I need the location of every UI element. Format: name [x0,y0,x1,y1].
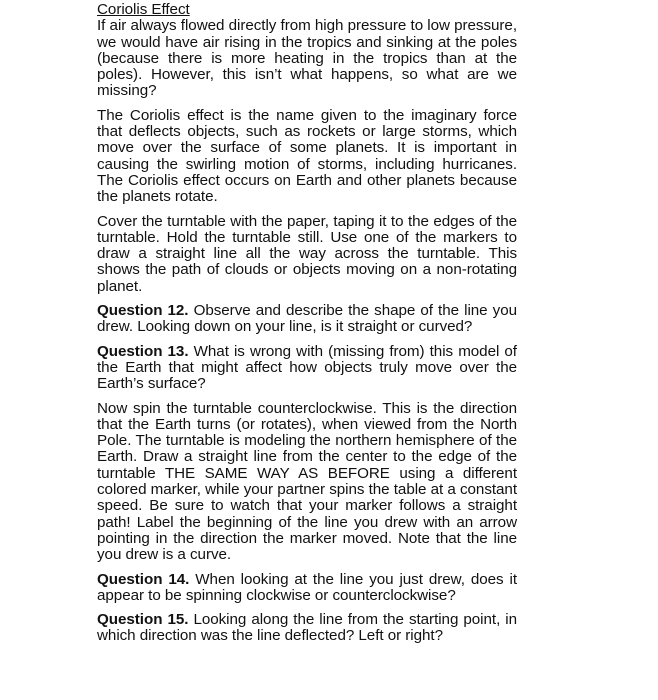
document-page [97,2,517,653]
question-13-label: Question 13. [97,342,189,360]
question-15-text: Looking along the line from the starting point, in which direction was the line deflected? Left or right? [97,611,517,645]
coriolis-definition-paragraph: The Coriolis effect is the name given to the imaginary force that deflects objects, such as rockets or large storms, which move over the surface of some planets. It is important in causing the swirling motion of storms, including hurricanes. The Coriolis effect occurs on Earth and other planets because the planets rotate. [97,106,517,206]
question-12 [97,303,517,336]
page-title: Coriolis Effect [97,1,190,18]
question-14-label: Question 14. [97,570,190,588]
question-13-text: What is wrong with (missing from) this model of the Earth that might affect how objects truly move over the Earth’s surface? [97,342,517,393]
intro-paragraph: If air always flowed directly from high pressure to low pressure, we would have air rising in the tropics and sinking at the poles (because there is more heating in the tropics than at the poles). However, this isn’t what happens, so what are we missing? [97,17,517,100]
question-14-text: When looking at the line you just drew, does it appear to be spinning clockwise or counterclockwise? [97,570,517,604]
question-15-label: Question 15. [97,611,189,629]
question-12-text: Observe and describe the shape of the line you drew. Looking down on your line, is it straight or curved? [97,302,517,336]
question-14 [97,572,517,605]
question-13 [97,344,517,393]
question-12-label: Question 12. [97,302,189,320]
question-15 [97,612,517,645]
spin-instructions-paragraph: Now spin the turntable counterclockwise. This is the direction that the Earth turns (or rotates), when viewed from the North Pole. The turntable is modeling the northern hemisphere of the Earth. Draw a straight line from the center to the edge of the turntable THE SAME WAY AS BEFORE using a different colored marker, while your partner spins the table at a constant speed. Be sure to watch that your marker follows a straight path! Label the beginning of the line you drew with an arrow pointing in the direction the marker moved. Note that the line you drew is a curve. [97,399,517,564]
turntable-instructions-paragraph: Cover the turntable with the paper, taping it to the edges of the turntable. Hold the turntable still. Use one of the markers to draw a straight line all the way across the turntable. This shows the path of clouds or objects moving on a non-rotating planet. [97,212,517,295]
